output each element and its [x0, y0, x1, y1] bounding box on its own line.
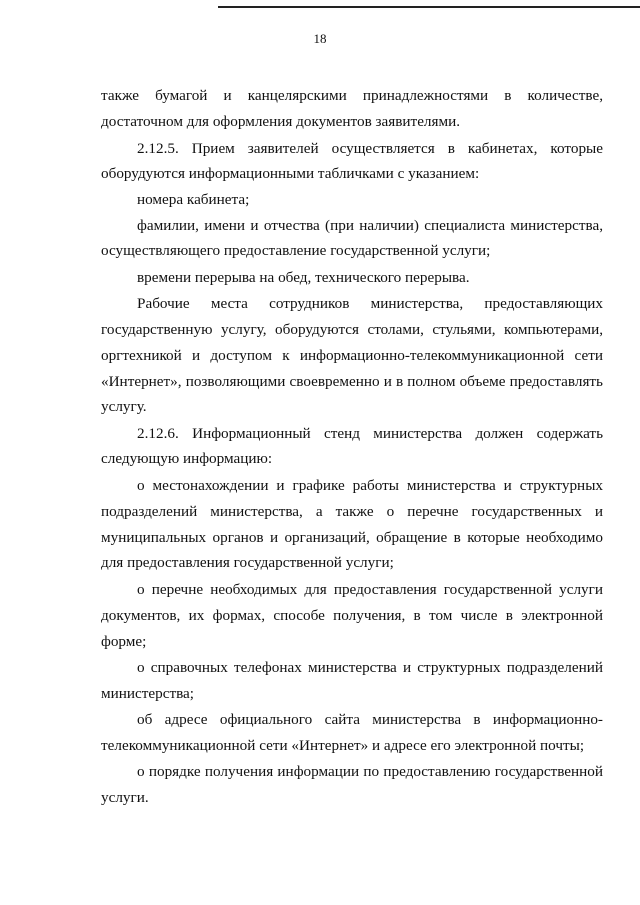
- text-line: о местонахождении и графике работы министерства и структурных: [137, 477, 603, 494]
- text-line: оборудуются информационными табличками с указанием:: [101, 165, 480, 182]
- page-number: 18: [313, 31, 327, 46]
- text-line: муниципальных органов и организаций, обращение в которые необходимо: [101, 529, 603, 546]
- text-line: достаточном для оформления документов заявителями.: [101, 113, 461, 130]
- text-line: фамилии, имени и отчества (при наличии) специалиста министерства,: [137, 217, 603, 234]
- text-line: для предоставления государственной услуги;: [101, 554, 394, 571]
- text-line: следующую информацию:: [101, 450, 273, 467]
- text-line: оргтехникой и доступом к информационно-телекоммуникационной сети: [101, 347, 603, 364]
- text-line: также бумагой и канцелярскими принадлежностями в количестве,: [101, 87, 603, 104]
- text-line: услугу.: [101, 398, 147, 415]
- text-line: услуги.: [101, 789, 149, 806]
- text-line: об адресе официального сайта министерства в информационно-: [137, 711, 603, 728]
- text-line: телекоммуникационной сети «Интернет» и адресе его электронной почты;: [101, 737, 585, 754]
- text-line: документов, их формах, способе получения, в том числе в электронной: [101, 607, 603, 624]
- text-line: о справочных телефонах министерства и структурных подразделений: [137, 659, 603, 676]
- text-line: о порядке получения информации по предоставлению государственной: [137, 763, 603, 780]
- text-line: министерства;: [101, 685, 195, 702]
- text-line: осуществляющего предоставление государственной услуги;: [101, 242, 491, 259]
- text-line: форме;: [101, 633, 147, 650]
- top-rule: [218, 6, 640, 8]
- text-line: времени перерыва на обед, технического перерыва.: [137, 269, 470, 286]
- text-line: 2.12.5. Прием заявителей осуществляется в кабинетах, которые: [137, 140, 603, 157]
- text-line: о перечне необходимых для предоставления государственной услуги: [137, 581, 603, 598]
- text-line: 2.12.6. Информационный стенд министерства должен содержать: [137, 425, 603, 442]
- text-line: «Интернет», позволяющими своевременно и в полном объеме предоставлять: [101, 373, 603, 390]
- text-line: Рабочие места сотрудников министерства, предоставляющих: [137, 295, 603, 312]
- text-line: номера кабинета;: [137, 191, 250, 208]
- text-line: подразделений министерства, а также о перечне государственных и: [101, 503, 603, 520]
- text-line: государственную услугу, оборудуются столами, стульями, компьютерами,: [101, 321, 603, 338]
